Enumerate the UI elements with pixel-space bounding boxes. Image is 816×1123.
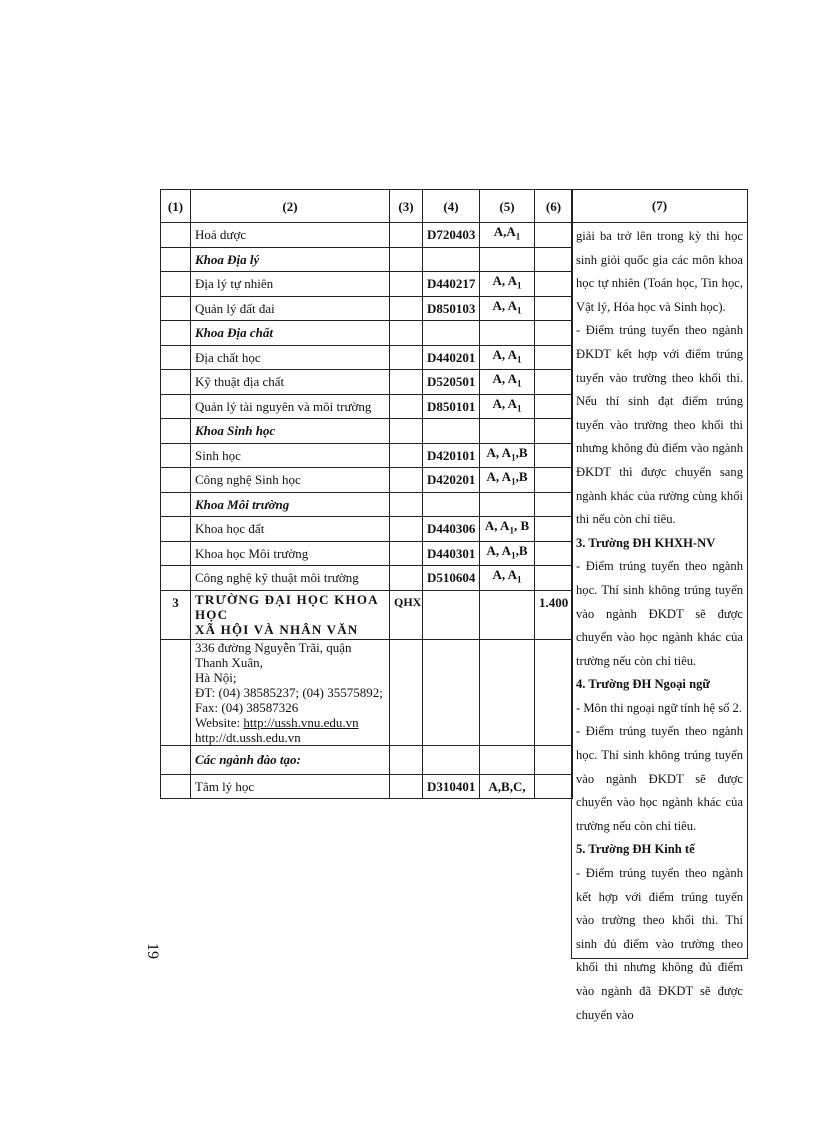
major-name: Công nghệ kỹ thuật môi trường	[191, 566, 390, 591]
empty-cell	[390, 745, 423, 774]
empty-cell	[161, 296, 191, 321]
major-code: D440301	[423, 541, 480, 566]
major-code: D440201	[423, 345, 480, 370]
note-paragraph: - Điểm trúng tuyển theo ngành học. Thí sinh không trúng tuyển vào ngành ĐKDT sẽ được chuyển vào học ngành khác của trường nếu còn chỉ tiêu.	[576, 559, 743, 668]
major-code: D440306	[423, 517, 480, 542]
empty-cell	[423, 745, 480, 774]
category-row	[161, 419, 573, 444]
empty-cell	[535, 639, 573, 745]
category-row	[161, 247, 573, 272]
empty-cell	[535, 247, 573, 272]
empty-cell	[390, 639, 423, 745]
major-code: D310401	[423, 774, 480, 799]
empty-cell	[161, 394, 191, 419]
exam-blocks: A, $A_1,B$	[480, 443, 535, 468]
major-code: D850101	[423, 394, 480, 419]
major-name: Địa lý tự nhiên	[191, 272, 390, 297]
empty-cell	[535, 223, 573, 248]
major-code	[423, 247, 480, 272]
empty-cell	[480, 745, 535, 774]
major-code	[423, 321, 480, 346]
notes-column	[571, 189, 748, 1022]
empty-cell	[161, 443, 191, 468]
note-paragraph: - Điểm trúng tuyển theo ngành ĐKDT kết hợp với điểm trúng tuyển vào trường theo khối thi. Nếu thí sinh đạt điểm trúng tuyển vào trường theo khối thi nhưng không đủ điểm vào ngành ĐKDT thì được chuyển sang ngành khác của rường cùng khối thi nếu còn chỉ tiêu.	[576, 323, 743, 527]
table-row	[161, 223, 573, 248]
info-admission-site: http://dt.ussh.edu.vn	[195, 729, 301, 745]
university-code: QHX	[390, 590, 423, 639]
exam-blocks: A, $A_1$	[480, 296, 535, 321]
col-header-6: (6)	[535, 190, 573, 223]
empty-cell	[535, 321, 573, 346]
exam-blocks	[480, 247, 535, 272]
empty-cell	[161, 370, 191, 395]
empty-cell	[161, 468, 191, 493]
major-name: Công nghệ Sinh học	[191, 468, 390, 493]
empty-cell	[535, 296, 573, 321]
empty-cell	[535, 745, 573, 774]
empty-cell	[390, 247, 423, 272]
header-row	[161, 190, 573, 223]
info-website: Website: http://ussh.vnu.edu.vn	[195, 714, 359, 730]
exam-blocks: A, $A_1$	[480, 345, 535, 370]
page-number: 19	[144, 943, 161, 959]
exam-blocks	[480, 492, 535, 517]
empty-cell	[390, 774, 423, 799]
major-name: Hoá dược	[191, 223, 390, 248]
empty-cell	[535, 774, 573, 799]
major-code	[423, 492, 480, 517]
exam-blocks: A, $A_1$, B	[480, 517, 535, 542]
note-paragraph: - Môn thi ngoại ngữ tính hệ số 2.	[576, 700, 742, 715]
empty-cell	[535, 541, 573, 566]
major-name: Kỹ thuật địa chất	[191, 370, 390, 395]
col-header-4: (4)	[423, 190, 480, 223]
col-header-1: (1)	[161, 190, 191, 223]
table-row	[161, 394, 573, 419]
table-body-science	[161, 223, 573, 321]
table-row	[161, 468, 573, 493]
table-row	[161, 345, 573, 370]
empty-cell	[535, 443, 573, 468]
faculty-name: Khoa Môi trường	[191, 492, 390, 517]
major-name: Sinh học	[191, 443, 390, 468]
exam-blocks	[480, 419, 535, 444]
exam-blocks: A, $A_1$	[480, 272, 535, 297]
major-name: Khoa học Môi trường	[191, 541, 390, 566]
col-header-5: (5)	[480, 190, 535, 223]
empty-cell	[390, 419, 423, 444]
empty-cell	[161, 419, 191, 444]
admissions-table	[160, 189, 573, 799]
empty-cell	[535, 370, 573, 395]
col-header-7: (7)	[572, 190, 747, 223]
empty-cell	[161, 321, 191, 346]
note-heading: 5. Trường ĐH Kinh tế	[576, 842, 695, 857]
table-body-university	[161, 590, 573, 799]
empty-cell	[161, 639, 191, 745]
info-phone: ĐT: (04) 38585237; (04) 35575892;	[195, 684, 383, 700]
note-paragraph: giải ba trở lên trong kỳ thi học sinh giỏi quốc gia các môn khoa học tự nhiên (Toán học, Tin học, Vật lý, Hóa học và Sinh học).	[576, 229, 743, 314]
empty-cell	[535, 468, 573, 493]
note-heading: 4. Trường ĐH Ngoại ngữ	[576, 677, 710, 692]
empty-cell	[535, 492, 573, 517]
empty-cell	[390, 517, 423, 542]
empty-cell	[390, 492, 423, 517]
category-row	[161, 492, 573, 517]
empty-cell	[535, 517, 573, 542]
empty-cell	[390, 223, 423, 248]
major-name: Khoa học đất	[191, 517, 390, 542]
empty-cell	[535, 345, 573, 370]
empty-cell	[535, 566, 573, 591]
exam-blocks	[480, 321, 535, 346]
notes-body	[572, 223, 747, 1027]
info-address: 336 đường Nguyễn Trãi, quận Thanh Xuân,	[195, 639, 352, 670]
exam-blocks: A, $A_1$	[480, 394, 535, 419]
university-name	[191, 590, 390, 639]
empty-cell	[161, 492, 191, 517]
major-code: D440217	[423, 272, 480, 297]
table-row	[161, 272, 573, 297]
empty-cell	[390, 321, 423, 346]
empty-cell	[480, 590, 535, 639]
empty-cell	[161, 517, 191, 542]
table-row	[161, 443, 573, 468]
empty-cell	[535, 419, 573, 444]
table-row	[161, 370, 573, 395]
note-paragraph: - Điểm trúng tuyển theo ngành học. Thí sinh không trúng tuyển vào ngành ĐKDT sẽ được chuyển vào học ngành khác của trường nếu còn chỉ tiêu.	[576, 724, 743, 833]
table-row	[161, 566, 573, 591]
faculty-name: Khoa Sinh học	[191, 419, 390, 444]
major-code: D420201	[423, 468, 480, 493]
empty-cell	[390, 468, 423, 493]
empty-cell	[423, 590, 480, 639]
table-body-science-cont	[161, 321, 573, 591]
empty-cell	[161, 774, 191, 799]
exam-blocks: A, $A_1,B$	[480, 541, 535, 566]
empty-cell	[390, 566, 423, 591]
note-paragraph: - Điểm trúng tuyển theo ngành kết hợp với điểm trúng tuyển vào trường theo khối thi. Thí sinh đủ điểm vào trường theo khối thi nhưng không đủ điểm vào ngành đã ĐKDT sẽ được chuyển vào	[576, 866, 743, 1022]
table-row	[161, 296, 573, 321]
exam-blocks: A, $A_1,B$	[480, 468, 535, 493]
table-row	[161, 517, 573, 542]
major-code	[423, 419, 480, 444]
empty-cell	[480, 639, 535, 745]
major-name: Địa chất học	[191, 345, 390, 370]
exam-blocks: A, $A_1$	[480, 370, 535, 395]
empty-cell	[161, 541, 191, 566]
major-name: Quản lý tài nguyên và môi trường	[191, 394, 390, 419]
note-heading: 3. Trường ĐH KHXH-NV	[576, 535, 716, 550]
empty-cell	[390, 272, 423, 297]
document-page	[160, 189, 748, 1022]
exam-blocks: A, $A_1$	[480, 566, 535, 591]
faculty-name: Khoa Địa lý	[191, 247, 390, 272]
info-city: Hà Nội;	[195, 669, 237, 685]
empty-cell	[535, 394, 573, 419]
major-code: D420101	[423, 443, 480, 468]
major-name: Tâm lý học	[191, 774, 390, 799]
category-row	[161, 321, 573, 346]
table-row	[161, 541, 573, 566]
empty-cell	[390, 296, 423, 321]
empty-cell	[390, 345, 423, 370]
website-link[interactable]: http://ussh.vnu.edu.vn	[243, 714, 359, 730]
major-code: D520501	[423, 370, 480, 395]
empty-cell	[161, 745, 191, 774]
major-code: D510604	[423, 566, 480, 591]
university-quota: 1.400	[535, 590, 573, 639]
faculty-name: Khoa Địa chất	[191, 321, 390, 346]
university-row	[161, 590, 573, 639]
table-row	[161, 774, 573, 799]
university-contact-info	[191, 639, 390, 745]
empty-cell	[161, 223, 191, 248]
empty-cell	[390, 370, 423, 395]
university-name-line2: XÃ HỘI VÀ NHÂN VĂN	[195, 622, 359, 637]
major-code: D850103	[423, 296, 480, 321]
col-header-3: (3)	[390, 190, 423, 223]
empty-cell	[390, 541, 423, 566]
training-label: Các ngành đào tạo:	[191, 745, 390, 774]
empty-cell	[390, 443, 423, 468]
empty-cell	[390, 394, 423, 419]
major-name: Quản lý đất đai	[191, 296, 390, 321]
exam-blocks: $A,A_1$	[480, 223, 535, 248]
university-number: 3	[161, 590, 191, 639]
university-info-row	[161, 639, 573, 745]
training-label-row	[161, 745, 573, 774]
empty-cell	[161, 566, 191, 591]
empty-cell	[161, 247, 191, 272]
col-header-2: (2)	[191, 190, 390, 223]
empty-cell	[161, 272, 191, 297]
empty-cell	[535, 272, 573, 297]
empty-cell	[423, 639, 480, 745]
empty-cell	[161, 345, 191, 370]
exam-blocks: A,B,C,	[480, 774, 535, 799]
university-name-line1: TRƯỜNG ĐẠI HỌC KHOA HỌC	[195, 592, 379, 622]
major-code: D720403	[423, 223, 480, 248]
info-fax: Fax: (04) 38587326	[195, 699, 299, 715]
